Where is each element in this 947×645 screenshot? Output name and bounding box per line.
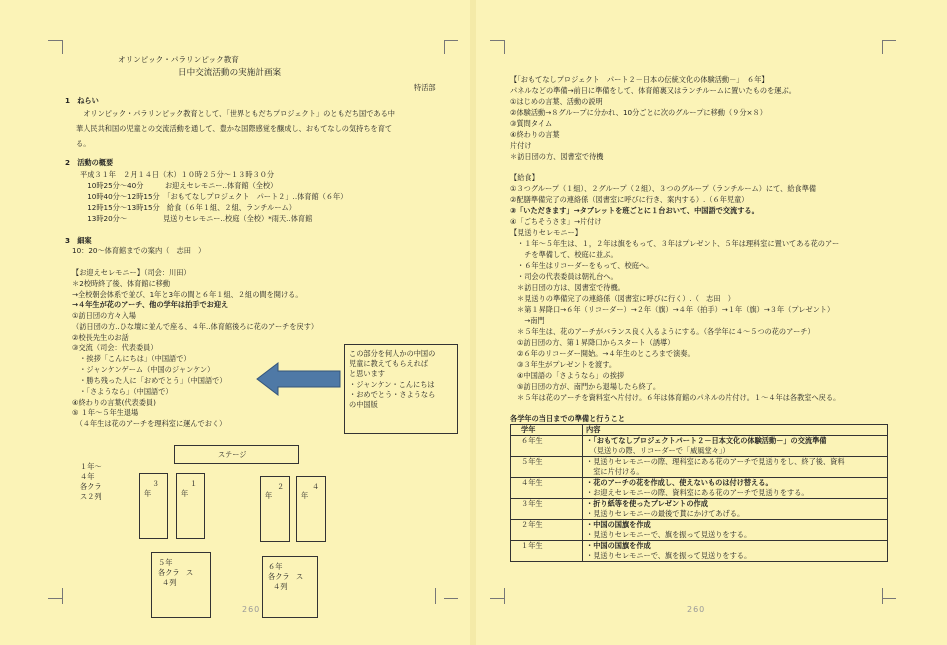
stage-label: ステージ xyxy=(218,450,247,459)
section-2-title: 2 活動の概要 xyxy=(65,158,114,167)
table-row: ４年生 ・花のアーチの花を作成し、使えないものは付け替える。 ・お迎えセレモニーの際、資料室にある花のアーチで見送りをする。 xyxy=(511,478,888,499)
right-page: 【「おもてなしプロジェクト パート２－日本の伝統文化の体験活動－」 ６年】 パネルなどの準備→前日に準備をして、体育館裏又はランチルームに置いたものを運ぶ。 ①はじめの言葉、活動の説明 ②体験活動→８グループに分かれ、10分ごとに次のグループに移動（９分×８） ③質問タイム ④終わりの言葉 片付け ＊訪日団の方、図書室で待機 【給食】 ①３つグループ（１組）、２グループ（２組）、３つのグループ（ランチルーム）にて、給食準備 ②配膳準備完了の連絡係（図書室に呼びに行き、案内する）.（６年児童） ③「いただきます」→タブレットを班ごとに１台おいて、中国語で交流する。 ④「ごちそうさま」→片付け 【見送りセレモニー】 ・１年～５年生は、１，２年は旗をもって、３年はプレゼント、５年は理科室に置いてある花のアー チを準備して、校庭に並ぶ。 ・６年生はリコーダーをもって、校庭へ。 ・司会の代表委員は朝礼台へ。 ＊訪日団の方は、図書室で待機。 ＊見送りの準備完了の連絡係（図書室に呼びに行く）.（ 志田 ） ＊第１昇降口→６年（リコーダー）→２年（旗）→４年（拍手）→１年（旗）→３年（プレゼント） →南門 ＊５年生は、花のアーチがバランス良く入るようにする。（各学年に４～５つの花のアーチ） ①訪日団の方、第１昇降口からスタート（誘導） ②６年のリコーダー開始。→４年生のところまで演奏。 ③３年生がプレゼントを渡す。 ④中国語の「さようなら」の挨拶 ⑤訪日団の方が、南門から退場したら終了。 ＊５年は花のアーチを資料室へ片付け。６年は体育館のパネルの片付け。１～４年は各教室へ戻る。 各学年の当日までの準備と行うこと 学年 内容 ６年生 ・「おもてなしプロジェクトパート２－日本文化の体験活動－」の交流準備 （見送りの際、リコーダーで「威風堂々」） ５年生 ・見送りセレモニーの際、理科室にある花のアーチで見送りをし、終了後、資料 室に片付ける。 ４年生 ・花のアーチの花を作成し、使えないものは付け替える。 ・お迎えセレモニーの際、資料室にある花のアーチで見送りをする。 ３年生 ・折り紙等を使ったプレゼントの作成 ・見送りセレモニーの最後で貰にかけてあげる。 ２年生 ・中国の国旗を作成 ・見送りセレモニーで、旗を振って見送りをする。 １年生 ・中国の国旗を作成 ・見送りセレモニーで、旗を振って見送りをする。 260 xyxy=(476,0,947,645)
crop-mark xyxy=(434,588,436,604)
header-content: 内容 xyxy=(583,425,888,436)
crop-mark xyxy=(490,598,504,600)
crop-mark xyxy=(490,40,504,42)
header-grade: 学年 xyxy=(511,425,583,436)
crop-mark xyxy=(444,598,458,600)
preparation-table xyxy=(510,424,888,562)
grade-4-block xyxy=(296,476,326,542)
section-1-title: 1 ねらい xyxy=(65,96,99,105)
table-title: 各学年の当日までの準備と行うこと xyxy=(510,414,626,423)
table-row: ２年生 ・中国の国旗を作成 ・見送りセレモニーで、旗を振って見送りをする。 xyxy=(511,520,888,541)
crop-mark xyxy=(48,40,62,51)
page-number: 260 xyxy=(242,605,261,614)
crop-mark xyxy=(62,588,64,604)
crop-mark xyxy=(882,40,884,54)
crop-mark xyxy=(504,588,506,604)
crop-mark xyxy=(882,588,884,604)
crop-mark xyxy=(62,40,73,54)
document-title: 日中交流活動の実施計画案 xyxy=(178,68,282,78)
table-row: ３年生 ・折り紙等を使ったプレゼントの作成 ・見送りセレモニーの最後で貰にかけてあげる。 xyxy=(511,499,888,520)
left-page: オリンピック・パラリンピック教育 日中交流活動の実施計画案 特活部 1 ねらい オリンピック・パラリンピック教育として、「世界ともだちプロジェクト」のともだち国である中 華人民共和国の児童との交流活動を通して、豊かな国際感覚を醸成し、おもてなしの気持ちを育て る。 2 活動の概要 平成３１年 ２月１４日（木）１０時２５分～１３時３０分 10時25分～40分 お迎えセレモニー..体育館（全校） 10時40分～12時15分 「おもてなしプロジェクト パート２」..体育館（６年） 12時15分～13時15分 給食（６年１組、２組、ランチルーム） 13時20分～ 見送りセレモニー..校庭（全校）*雨天..体育館 3 細案 10：20～体育館までの案内（ 志田 ） 【お迎えセレモニー】（司会：川田） ＊2校時終了後、体育館に移動 →全校朝会体系で並び、1年と3年の間と６年１組、２組の間を開ける。 →４年生が花のアーチ、他の学年は拍手でお迎え ①訪日団の方々入場 （訪日団の方..ひな壇に並んで座る、４年..体育館後ろに花のアーチを戻す） ②校長先生のお話 ③交流（司会：代表委員） ・挨拶「こんにちは」（中国語で） ・ジャンケンゲーム（中国のジャンケン） ・勝ち残った人に「おめでとう」（中国語で） ・「さようなら」（中国語で） ④終わりの言葉(代表委員) ⑤ １年～５年生退場 （４年生は花のアーチを理科室に運んでおく） この部分を何人かの中国の 児童に教えてもらえれば と思います ・ジャンケン・こんにちは ・おめでとう・さようなら の中国版 ステージ １年～ ４年 各クラ ス２列 ３ 年 １ 年 ２ 年 ４ 年 ５年 各クラ ス ４列 ６年 各クラ ス ４列 260 xyxy=(0,0,470,645)
guide-time: 10：20～体育館までの案内（ 志田 ） xyxy=(72,246,206,255)
table-row: ５年生 ・見送りセレモニーの際、理科室にある花のアーチで見送りをし、終了後、資料 室に片付ける。 xyxy=(511,457,888,478)
section-3-title: 3 細案 xyxy=(65,236,92,245)
crop-mark xyxy=(882,40,896,42)
author: 特活部 xyxy=(414,83,436,92)
header-line-1: オリンピック・パラリンピック教育 xyxy=(118,55,239,64)
crop-mark xyxy=(48,598,62,600)
table-row: １年生 ・中国の国旗を作成 ・見送りセレモニーで、旗を振って見送りをする。 xyxy=(511,541,888,562)
table-header-row xyxy=(511,425,888,436)
crop-mark xyxy=(504,40,506,54)
crop-mark xyxy=(882,598,896,600)
page-number: 260 xyxy=(687,605,706,614)
crop-mark xyxy=(444,40,458,51)
arrow-left-icon xyxy=(256,361,342,397)
table-row: ６年生 ・「おもてなしプロジェクトパート２－日本文化の体験活動－」の交流準備 （見送りの際、リコーダーで「威風堂々」） xyxy=(511,436,888,457)
grade-2-block xyxy=(260,476,290,542)
